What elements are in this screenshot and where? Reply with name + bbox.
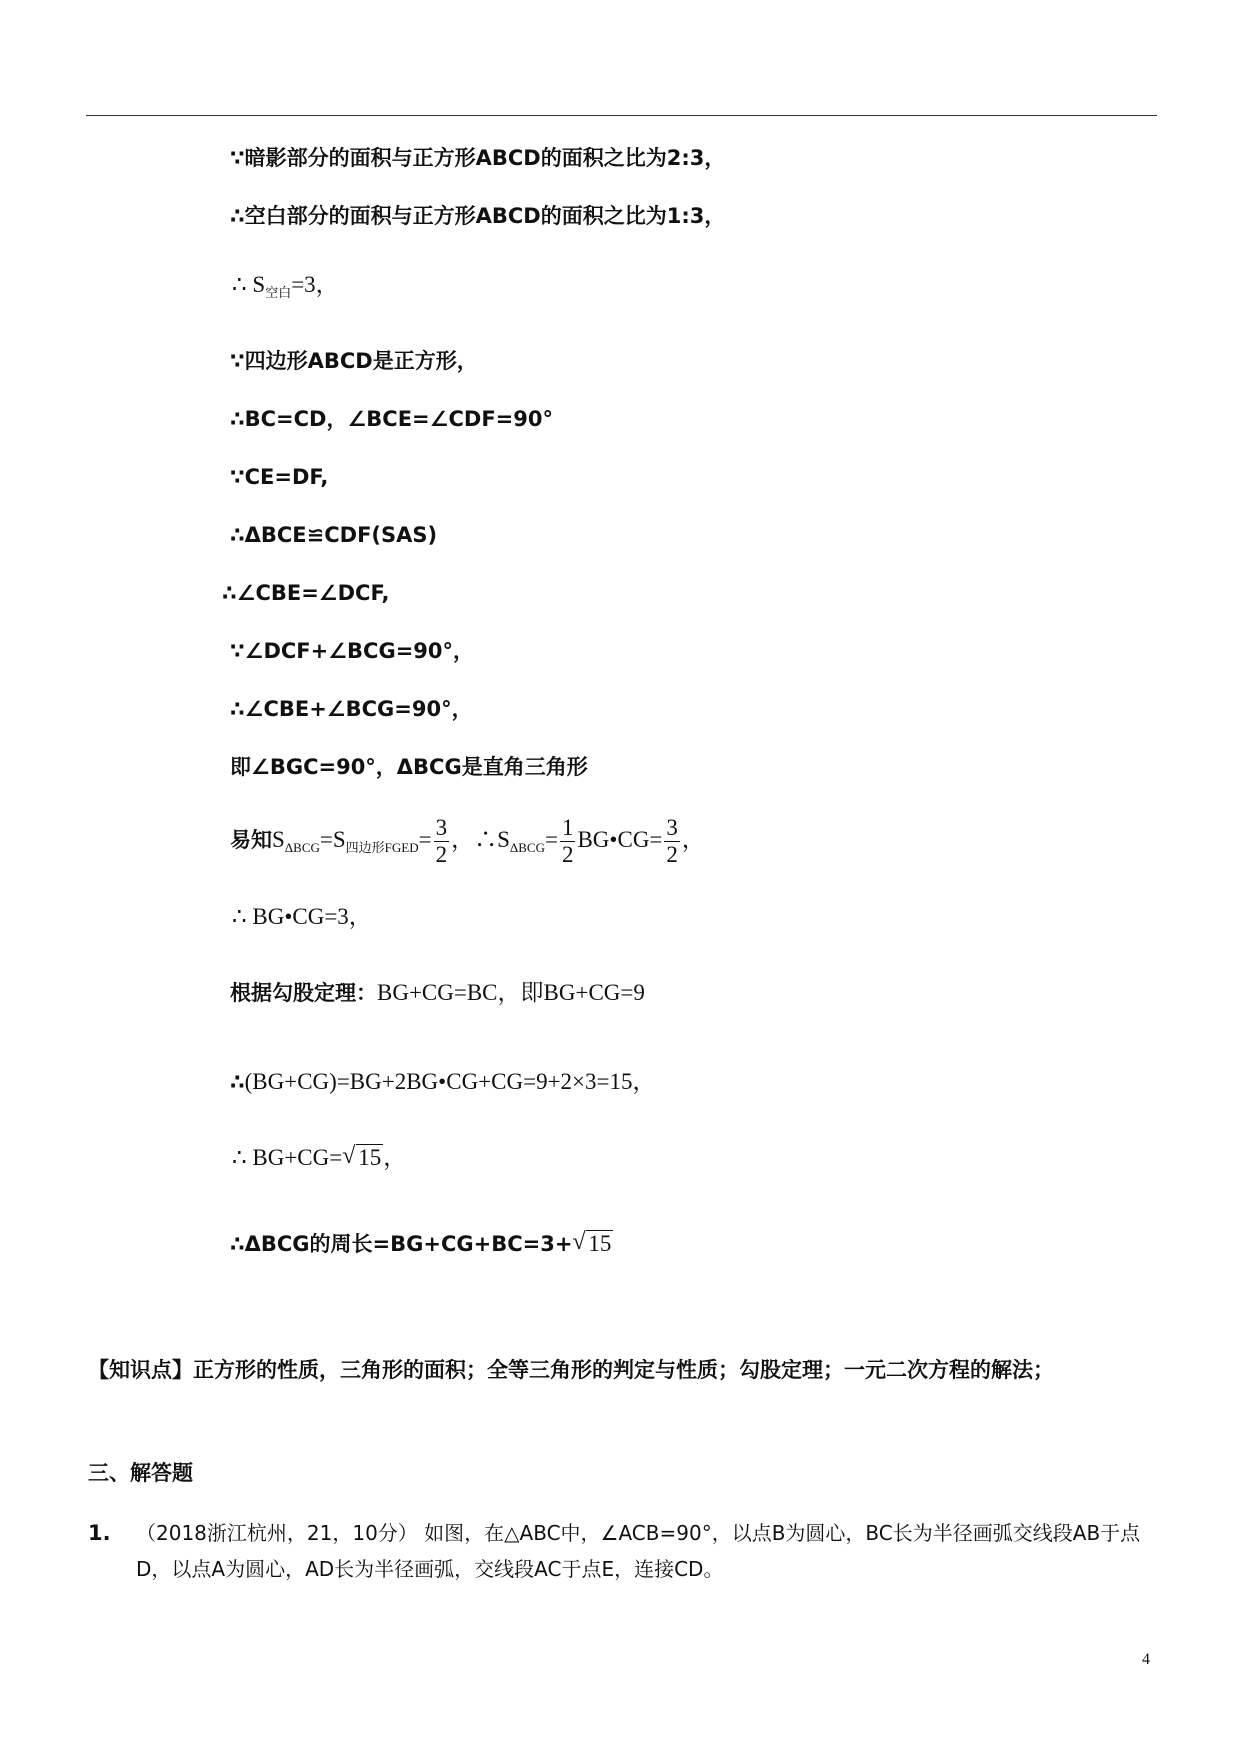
solution-line-2: ∴空白部分的面积与正方形ABCD的面积之比为1:3， — [230, 204, 726, 228]
numerator: 3 — [666, 814, 678, 840]
text-segment: ，∴ — [451, 827, 498, 852]
fraction — [560, 815, 576, 868]
denominator: 2 — [666, 841, 678, 867]
solution-line-7: ∴ΔBCE≌CDF(SAS) — [230, 523, 438, 547]
text-segment: =9+2×3=15， — [523, 1069, 656, 1094]
text-segment: =3， — [291, 272, 339, 297]
text-segment: = — [418, 827, 432, 852]
text-segment: +CG — [575, 980, 621, 1005]
text-segment: ∴ BG+CG= — [232, 1145, 343, 1170]
text-segment: ∴ — [230, 1070, 245, 1094]
solution-line-3 — [232, 271, 339, 307]
square-root — [342, 1144, 383, 1172]
subscript: ΔBCG — [284, 840, 320, 855]
text-segment: ， — [383, 1145, 407, 1170]
subscript: 空白 — [265, 285, 292, 300]
solution-line-11: 即∠BGC=90°，ΔBCG是直角三角形 — [230, 755, 588, 779]
numerator: 3 — [435, 814, 448, 840]
radical-sign: √ — [572, 1229, 586, 1255]
solution-line-9: ∵∠DCF+∠BCG=90°， — [230, 639, 475, 663]
solution-line-12 — [230, 810, 705, 878]
solution-line-6: ∵CE=DF, — [230, 465, 329, 489]
text-segment: +2BG•CG+CG — [381, 1069, 524, 1094]
subscript: 四边形FGED — [345, 840, 419, 855]
text-segment: S — [272, 827, 285, 852]
text-segment: =BG — [336, 1069, 382, 1094]
text-segment: ∴ΔBCG的周长=BG+CG+BC=3+ — [230, 1232, 573, 1256]
text-segment: 易知 — [230, 828, 272, 852]
subscript: ΔBCG — [509, 840, 545, 855]
text-segment: (BG+CG) — [244, 1069, 337, 1094]
solution-line-17 — [230, 1230, 613, 1258]
fraction — [664, 815, 680, 868]
text-segment: ，即 — [497, 980, 544, 1005]
page-number: 4 — [1142, 1651, 1150, 1668]
solution-line-1: ∵暗影部分的面积与正方形ABCD的面积之比为2:3， — [230, 146, 726, 170]
knowledge-points: 【知识点】正方形的性质，三角形的面积；全等三角形的判定与性质；勾股定理；一元二次方程的解法； — [88, 1358, 1054, 1382]
text-segment: BG — [543, 980, 576, 1005]
solution-line-4: ∵四边形ABCD是正方形， — [230, 349, 478, 373]
solution-line-10: ∴∠CBE+∠BCG=90°， — [230, 697, 473, 721]
radicand: 15 — [588, 1231, 612, 1256]
fraction — [434, 815, 450, 868]
text-segment: ， — [681, 827, 705, 852]
text-segment: =BC — [453, 980, 498, 1005]
question-1 — [88, 1515, 1158, 1587]
radicand: 15 — [358, 1145, 382, 1170]
text-segment: BG — [377, 980, 409, 1005]
denominator: 2 — [561, 841, 574, 867]
header-rule — [86, 115, 1157, 116]
square-root — [572, 1230, 613, 1258]
section-heading: 三、解答题 — [88, 1461, 193, 1485]
solution-line-8: ∴∠CBE=∠DCF, — [222, 581, 390, 605]
radical-sign: √ — [342, 1143, 356, 1169]
text-segment: = — [544, 827, 558, 852]
text-segment: =9 — [620, 980, 645, 1005]
solution-line-5: ∴BC=CD，∠BCE=∠CDF=90° — [230, 407, 553, 431]
solution-line-15 — [230, 1062, 656, 1096]
text-segment: =S — [319, 827, 346, 852]
text-segment: BG•CG= — [577, 827, 663, 852]
solution-line-13: ∴ BG•CG=3， — [232, 904, 372, 929]
denominator: 2 — [435, 841, 448, 867]
text-segment: S — [497, 827, 510, 852]
solution-line-16 — [232, 1144, 406, 1172]
text-segment: 根据勾股定理： — [230, 981, 377, 1005]
solution-line-14 — [230, 973, 645, 1008]
text-segment: ∴ S — [232, 272, 266, 297]
question-number: 1. — [88, 1521, 111, 1545]
numerator: 1 — [561, 814, 574, 840]
question-text: （2018浙江杭州，21，10分） 如图，在△ABC中，∠ACB=90°，以点B为圆心，BC长为半径画弧交线段AB于点D，以点A为圆心，AD长为半径画弧，交线段AC于点E，连接CD。 — [136, 1521, 1141, 1581]
text-segment: +CG — [408, 980, 454, 1005]
